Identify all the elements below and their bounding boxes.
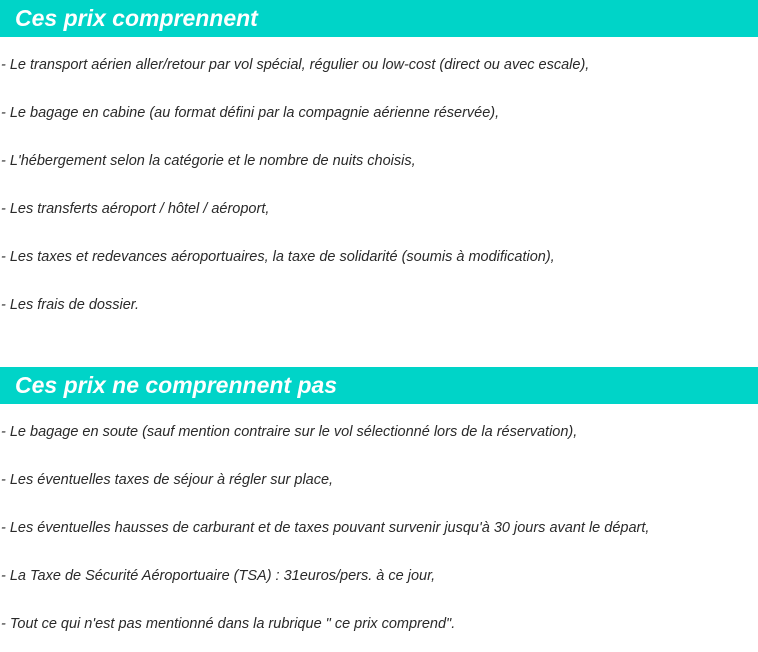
list-item: - Les transferts aéroport / hôtel / aéroport,	[1, 201, 270, 217]
list-item: - Le transport aérien aller/retour par vol spécial, régulier ou low-cost (direct ou avec escale),	[1, 57, 590, 73]
list-item: - La Taxe de Sécurité Aéroportuaire (TSA) : 31euros/pers. à ce jour,	[1, 568, 436, 584]
list-item: - Les éventuelles taxes de séjour à régler sur place,	[1, 472, 334, 488]
list-item: - Les taxes et redevances aéroportuaires, la taxe de solidarité (soumis à modification),	[1, 249, 555, 265]
list-item: - Le bagage en cabine (au format défini par la compagnie aérienne réservée),	[1, 105, 500, 121]
section-title-excluded: Ces prix ne comprennent pas	[0, 367, 758, 404]
list-item: - L'hébergement selon la catégorie et le nombre de nuits choisis,	[1, 153, 416, 169]
list-item: - Les éventuelles hausses de carburant et de taxes pouvant survenir jusqu'à 30 jours avant le départ,	[1, 520, 650, 536]
list-item: - Les frais de dossier.	[1, 297, 140, 313]
list-item: - Le bagage en soute (sauf mention contraire sur le vol sélectionné lors de la réservation),	[1, 424, 578, 440]
list-item: - Tout ce qui n'est pas mentionné dans la rubrique " ce prix comprend".	[1, 616, 456, 632]
section-title-included: Ces prix comprennent	[0, 0, 758, 37]
